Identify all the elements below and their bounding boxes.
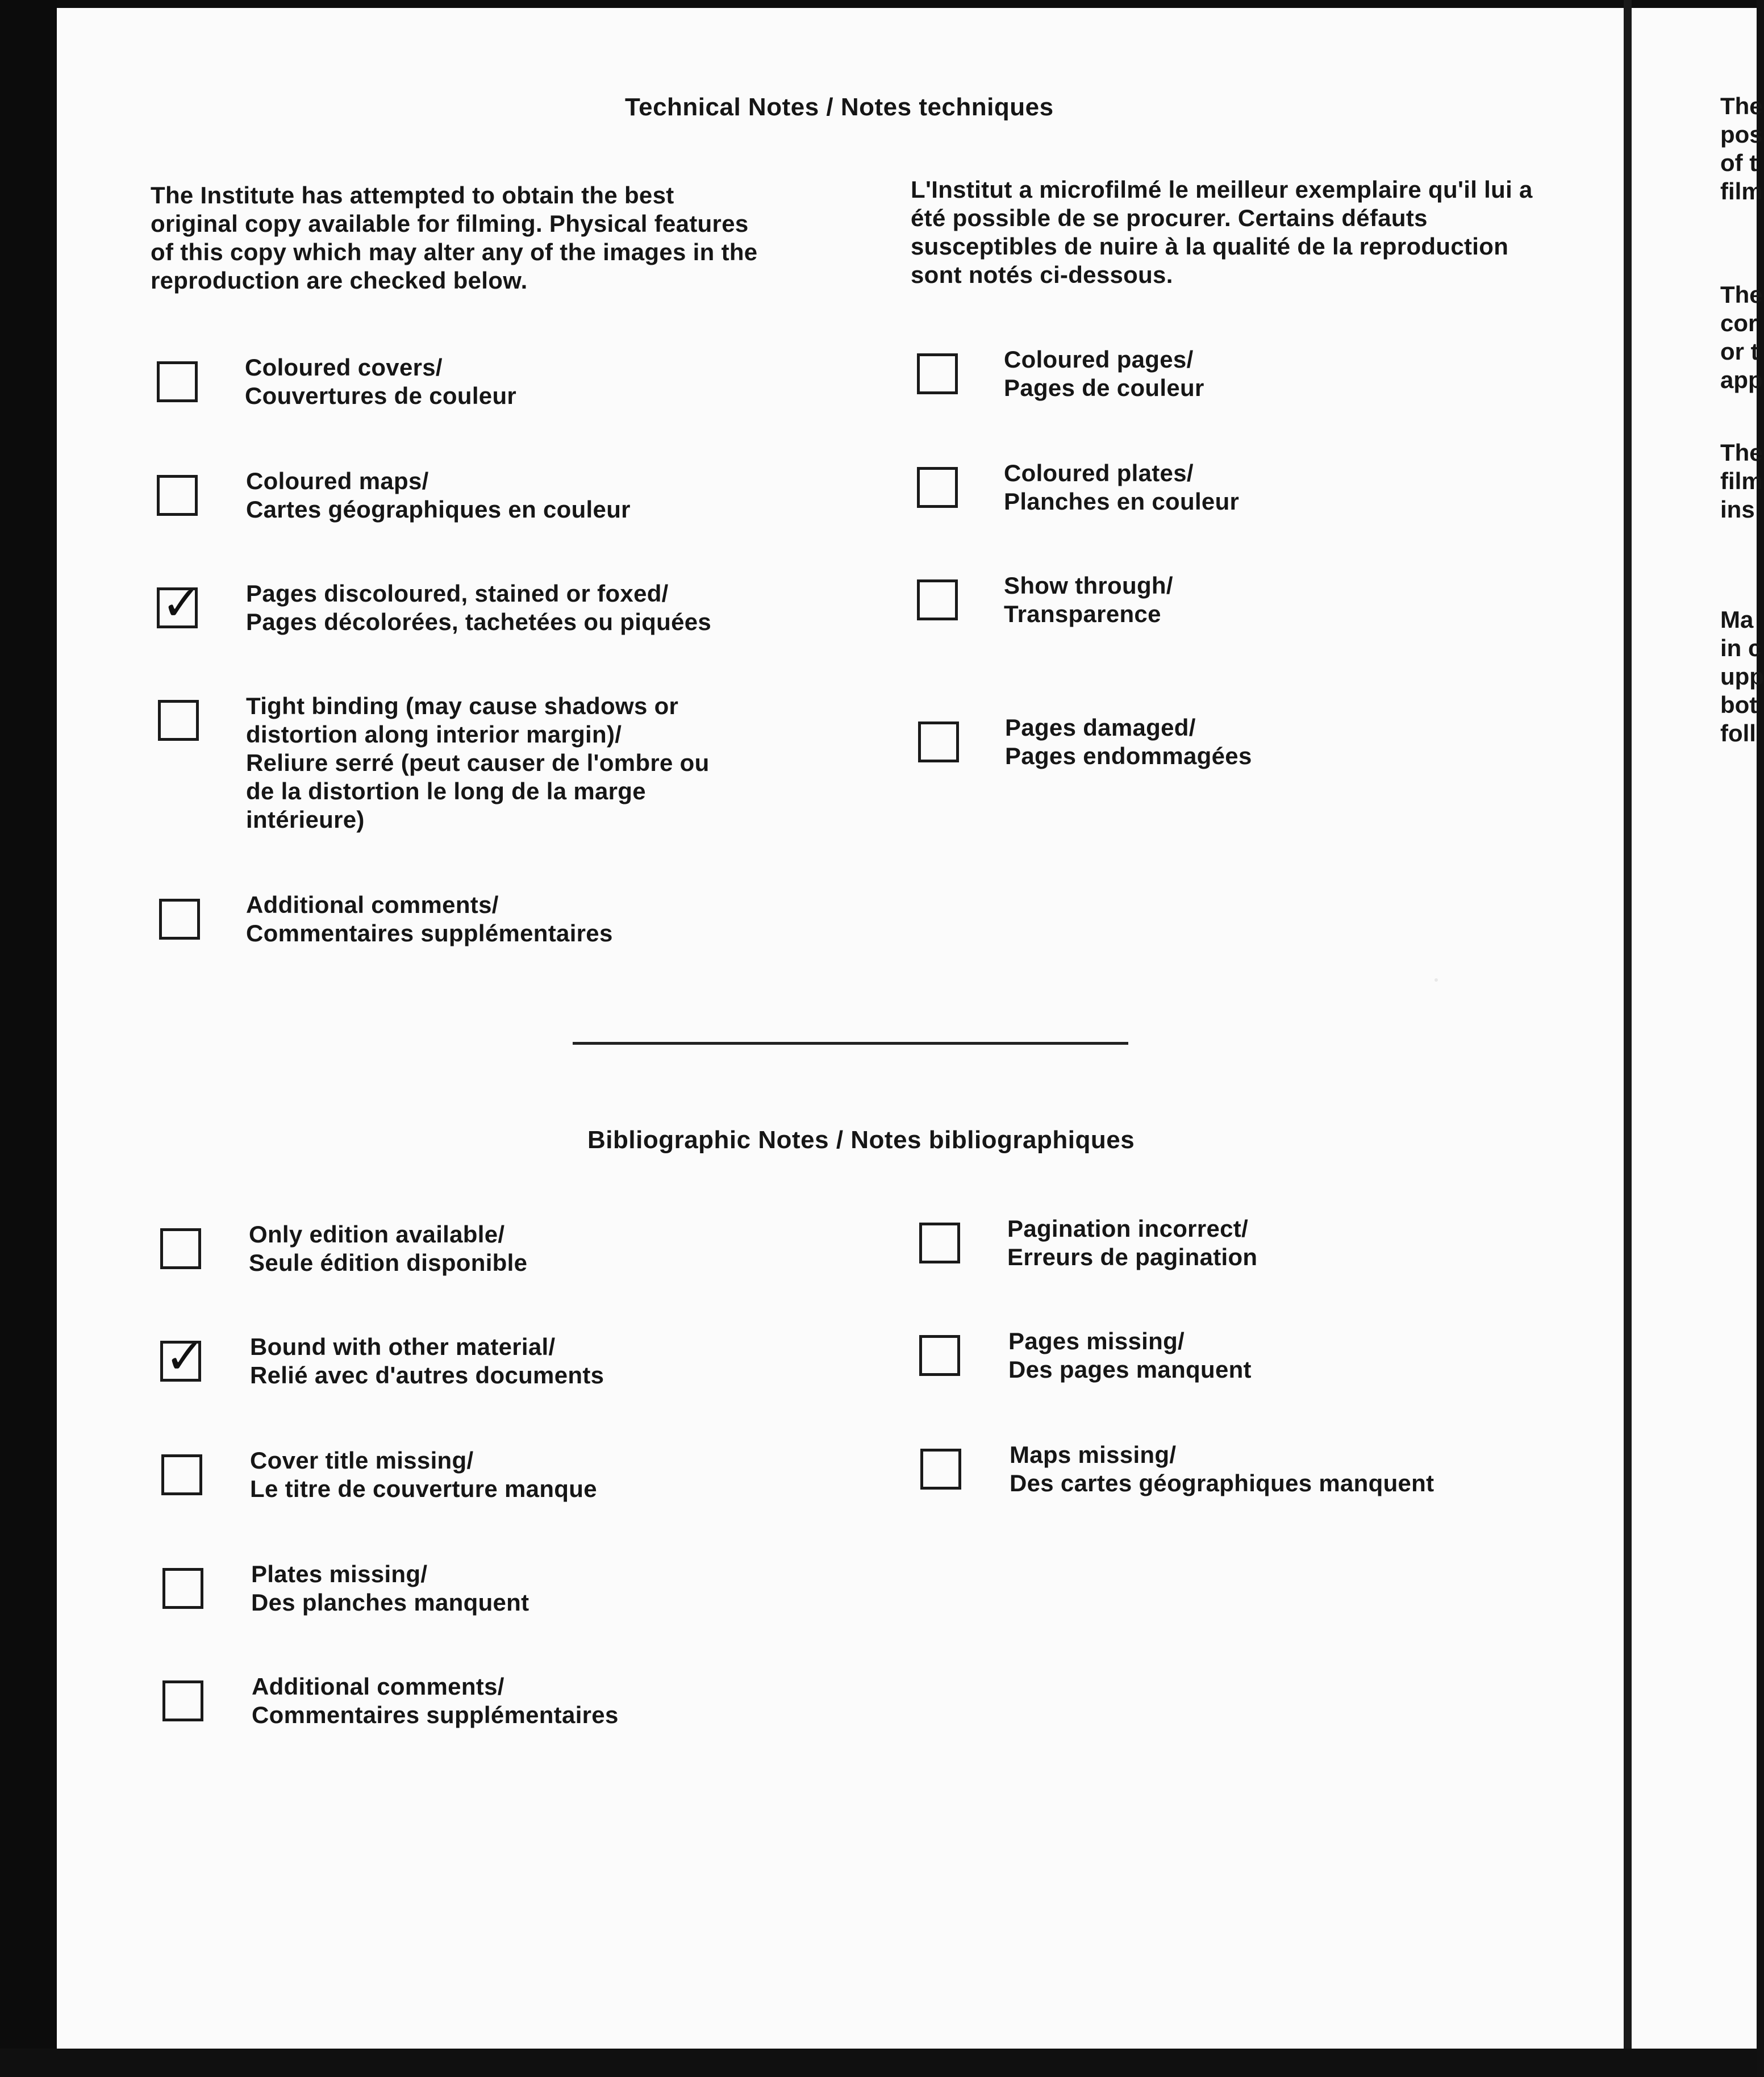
checkbox[interactable] [919,1223,960,1263]
checkmark-icon: ✓ [165,1329,205,1384]
checkbox[interactable] [161,1454,202,1495]
item-label: Pagination incorrect/ Erreurs de pagination [1007,1215,1258,1270]
checkbox[interactable] [157,475,198,516]
item-label: Coloured plates/ Planches en couleur [1004,460,1240,515]
item-label: Show through/ Transparence [1004,572,1173,627]
technical-notes-page [57,8,1625,2050]
scan-left-border [0,0,57,2077]
checkbox[interactable] [159,899,200,940]
item-label: Additional comments/ Commentaires supplémentaires [246,891,613,946]
item-label: Pages missing/ Des pages manquent [1008,1328,1252,1383]
checkbox[interactable] [918,721,959,762]
checkbox[interactable] [160,1228,201,1269]
checkbox[interactable] [162,1568,203,1609]
scan-speck [1434,978,1438,982]
intro-french: L'Institut a microfilmé le meilleur exemplaire qu'il lui a été possible de se procurer. Certains défauts susceptibles de nuire à la qualité de la reproduction sont notés ci-dessous. [911,176,1533,288]
technical-notes-title: Technical Notes / Notes techniques [625,93,1054,121]
checkbox[interactable] [157,361,198,402]
item-label: Pages discoloured, stained or foxed/ Pages décolorées, tachetées ou piquées [246,580,712,635]
checkbox[interactable] [919,1335,960,1376]
item-label: Tight binding (may cause shadows or distortion along interior margin)/ Reliure serré (peut causer de l'ombre ou de la distortion le long de la marge intérieure) [246,693,710,833]
checkbox[interactable] [158,700,199,741]
item-label: Only edition available/ Seule édition disponible [249,1221,528,1276]
checkbox[interactable] [162,1680,203,1721]
item-label: Pages damaged/ Pages endommagées [1005,714,1252,769]
checkbox[interactable] [917,579,958,620]
checkbox[interactable] [917,467,958,508]
item-label: Bound with other material/ Relié avec d'autres documents [250,1333,604,1388]
section-divider [573,1042,1128,1045]
item-label: Coloured maps/ Cartes géographiques en couleur [246,468,631,523]
adjacent-page-fragment: The pos of t film The cor or t app The film ins Ma in c upp bot foll [1632,8,1757,2050]
intro-english: The Institute has attempted to obtain the best original copy available for filming. Physical features of this copy which may alter any of the images in the reproduction are checked below. [151,182,758,294]
item-label: Maps missing/ Des cartes géographiques manquent [1010,1441,1434,1496]
checkbox[interactable] [920,1449,961,1490]
item-label: Plates missing/ Des planches manquent [251,1561,529,1616]
page-gutter [1624,0,1632,2077]
item-label: Additional comments/ Commentaires supplémentaires [252,1673,619,1728]
item-label: Coloured pages/ Pages de couleur [1004,346,1204,401]
scan-bottom-border [0,2049,1757,2077]
item-label: Coloured covers/ Couvertures de couleur [245,354,517,409]
item-label: Cover title missing/ Le titre de couverture manque [250,1447,597,1502]
checkmark-icon: ✓ [161,575,202,631]
checkbox[interactable] [917,353,958,394]
bibliographic-notes-title: Bibliographic Notes / Notes bibliographiques [587,1126,1135,1154]
